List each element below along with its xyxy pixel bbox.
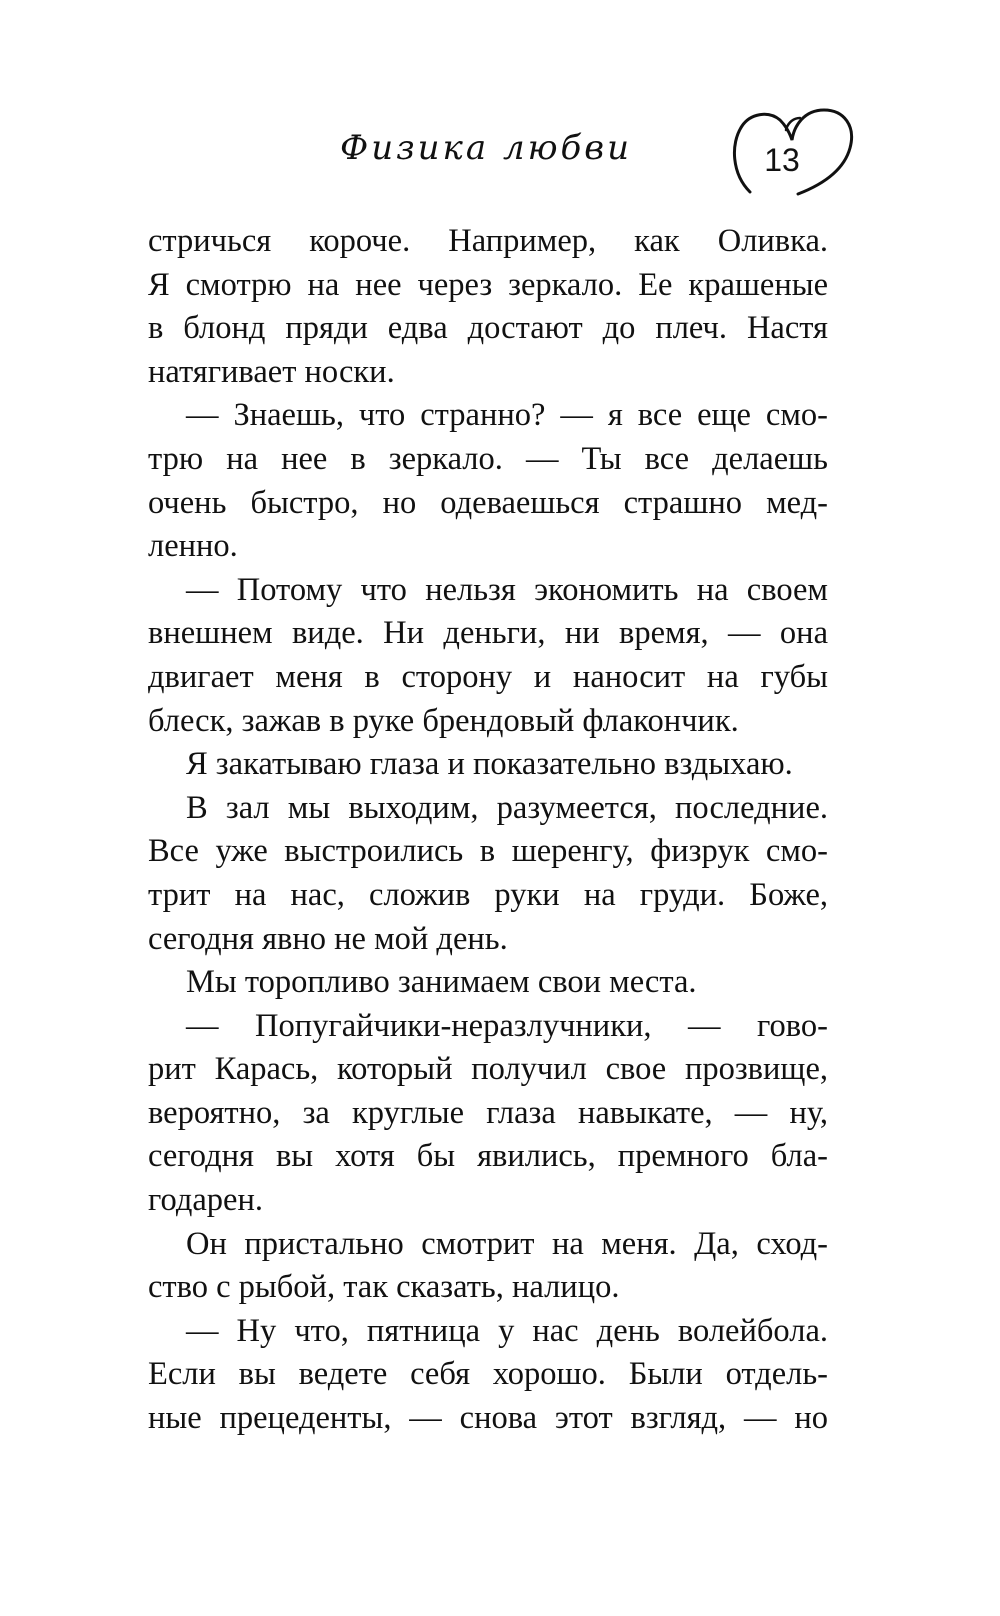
- text-line: внешнем виде. Ни деньги, ни время, — она: [148, 615, 828, 652]
- text-line: двигает меня в сторону и наносит на губы: [148, 658, 828, 695]
- text-line: В зал мы выходим, разумеется, последние.: [186, 789, 828, 826]
- text-line: блеск, зажав в руке брендовый флакончик.: [148, 702, 739, 739]
- text-line: Он пристально смотрит на меня. Да, сход-: [186, 1225, 828, 1262]
- text-line: — Попугайчики-неразлучники, — гово-: [186, 1007, 828, 1044]
- text-line: ленно.: [148, 528, 238, 565]
- text-line: — Знаешь, что странно? — я все еще смо-: [186, 397, 828, 434]
- text-line: Если вы ведете себя хорошо. Были отдель-: [148, 1356, 828, 1393]
- text-line: ные прецеденты, — снова этот взгляд, — но: [148, 1400, 828, 1437]
- text-line: сегодня вы хотя бы явились, премного бла-: [148, 1138, 828, 1175]
- text-line: Я закатываю глаза и показательно вздыхаю.: [186, 746, 793, 783]
- text-line: стричься короче. Например, как Оливка.: [148, 223, 828, 259]
- running-title: Физика любви: [340, 128, 632, 168]
- text-line: сегодня явно не мой день.: [148, 920, 508, 957]
- text-line: — Ну что, пятница у нас день волейбола.: [186, 1312, 828, 1349]
- text-line: вероятно, за круглые глаза навыкате, — ну,: [148, 1094, 828, 1131]
- text-line: очень быстро, но одеваешься страшно мед-: [148, 484, 828, 521]
- page-number: 13: [764, 142, 800, 178]
- page-header: [0, 0, 1000, 200]
- text-line: рит Карась, который получил свое прозвище,: [148, 1051, 828, 1088]
- text-line: Я смотрю на нее через зеркало. Ее крашеные: [148, 266, 828, 303]
- text-line: — Потому что нельзя экономить на своем: [186, 571, 828, 608]
- text-line: натягивает носки.: [148, 353, 395, 390]
- text-line: трит на нас, сложив руки на груди. Боже,: [148, 876, 828, 913]
- text-line: Мы торопливо занимаем свои места.: [186, 964, 697, 1001]
- text-line: ство с рыбой, так сказать, налицо.: [148, 1269, 620, 1306]
- text-line: Все уже выстроились в шеренгу, физрук смо-: [148, 833, 828, 870]
- text-line: годарен.: [148, 1182, 263, 1219]
- text-line: в блонд пряди едва достают до плеч. Настя: [148, 310, 828, 347]
- body-text: [148, 220, 828, 1441]
- text-line: трю на нее в зеркало. — Ты все делаешь: [148, 440, 828, 477]
